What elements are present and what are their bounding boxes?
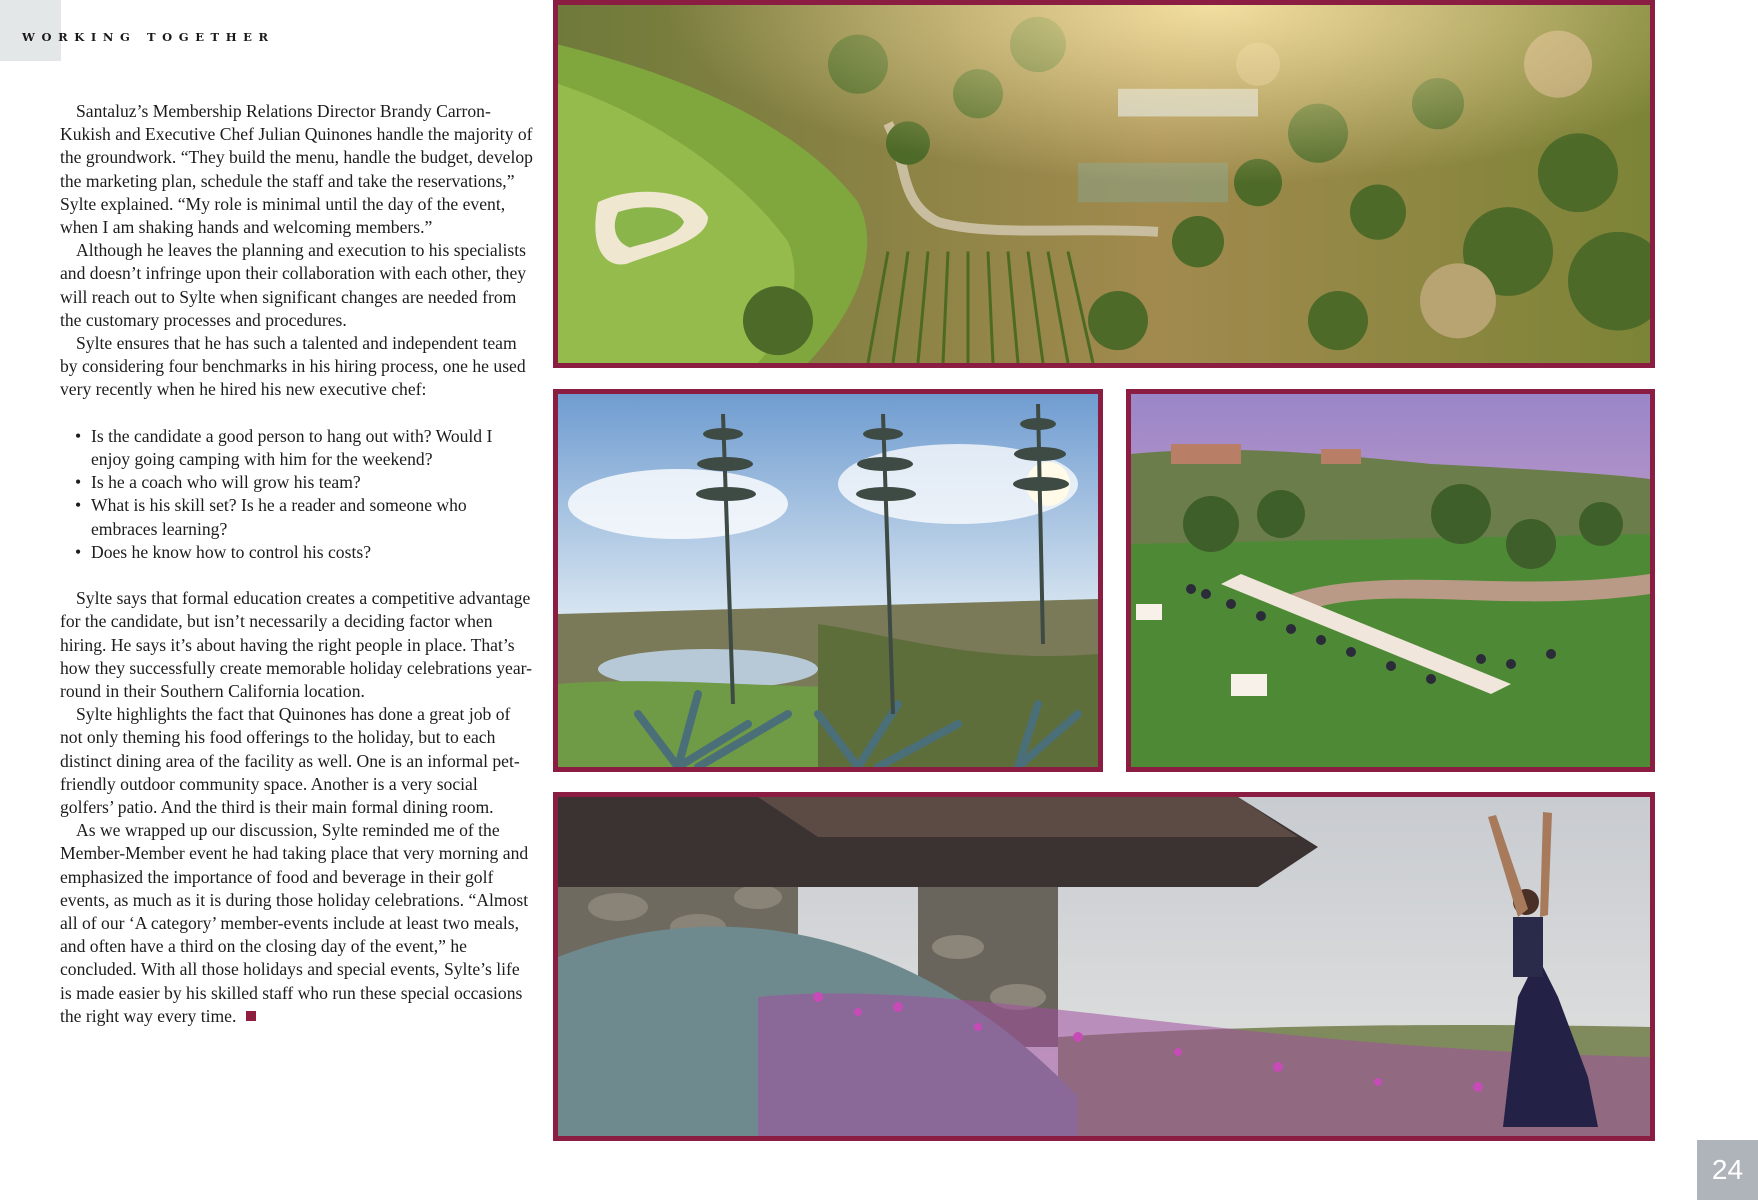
article-paragraph: Sylte says that formal education creates a competitive advantage for the candidate, but isn’t necessarily a deciding factor when hiring. He says it’s about having the right people in place. That’s how they successfully create memorable holiday celebrations year-round in their Southern California location. <box>60 588 533 702</box>
list-item: • Is the candidate a good person to hang out with? Would I enjoy going camping with him for the weekend? <box>60 425 535 471</box>
article-body <box>60 100 535 1028</box>
agave-lake-illustration <box>558 394 1098 767</box>
photo-agave-lake-view <box>553 389 1103 772</box>
photo-outdoor-banquet <box>1126 389 1655 772</box>
photo-aerial-golf-course <box>553 0 1655 368</box>
aerial-golf-course-illustration <box>558 5 1650 363</box>
list-item: • What is his skill set? Is he a reader and someone who embraces learning? <box>60 494 535 540</box>
photo-yoga-outdoors <box>553 792 1655 1141</box>
article-paragraph: Although he leaves the planning and execution to his specialists and doesn’t infringe upon their collaboration with each other, they will reach out to Sylte when significant changes are needed from the customary processes and procedures. <box>60 240 527 330</box>
section-label: WORKING TOGETHER <box>22 30 275 44</box>
outdoor-banquet-illustration <box>1131 394 1650 767</box>
article-paragraph-text: As we wrapped up our discussion, Sylte reminded me of the Member-Member event he had taking place that very morning and emphasized the importance of food and beverage in their golf events, as much as it is during those holiday celebrations. “Almost all of our ‘A category’ member-events include at least two meals, and often have a third on the closing day of the event,” he concluded. With all those holidays and special events, Sylte’s life is made easier by his skilled staff who run these special occasions the right way every time. <box>60 820 529 1026</box>
yoga-outdoors-illustration <box>558 797 1650 1136</box>
article-paragraph: Sylte highlights the fact that Quinones has done a great job of not only theming his food offerings to the holiday, but to each distinct dining area of the facility as well. One is an informal pet-friendly outdoor community space. Another is a very social golfers’ patio. And the third is their main formal dining room. <box>60 704 520 818</box>
article-paragraph: Sylte ensures that he has such a talented and independent team by considering four benchmarks in his hiring process, one he used very recently when he hired his new executive chef: <box>60 333 526 400</box>
end-mark <box>246 1011 256 1021</box>
hiring-benchmarks-list <box>60 425 535 564</box>
list-item: • Does he know how to control his costs? <box>60 541 535 564</box>
article-paragraph-final <box>60 819 535 1028</box>
page-number: 24 <box>1697 1140 1758 1200</box>
list-item: • Is he a coach who will grow his team? <box>60 471 535 494</box>
article-paragraph: Santaluz’s Membership Relations Director Brandy Carron-Kukish and Executive Chef Julian Quinones handle the majority of the groundwork. “They build the menu, handle the budget, develop the marketing plan, schedule the staff and take the reservations,” Sylte explained. “My role is minimal until the day of the event, when I am shaking hands and welcoming members.” <box>60 101 533 238</box>
